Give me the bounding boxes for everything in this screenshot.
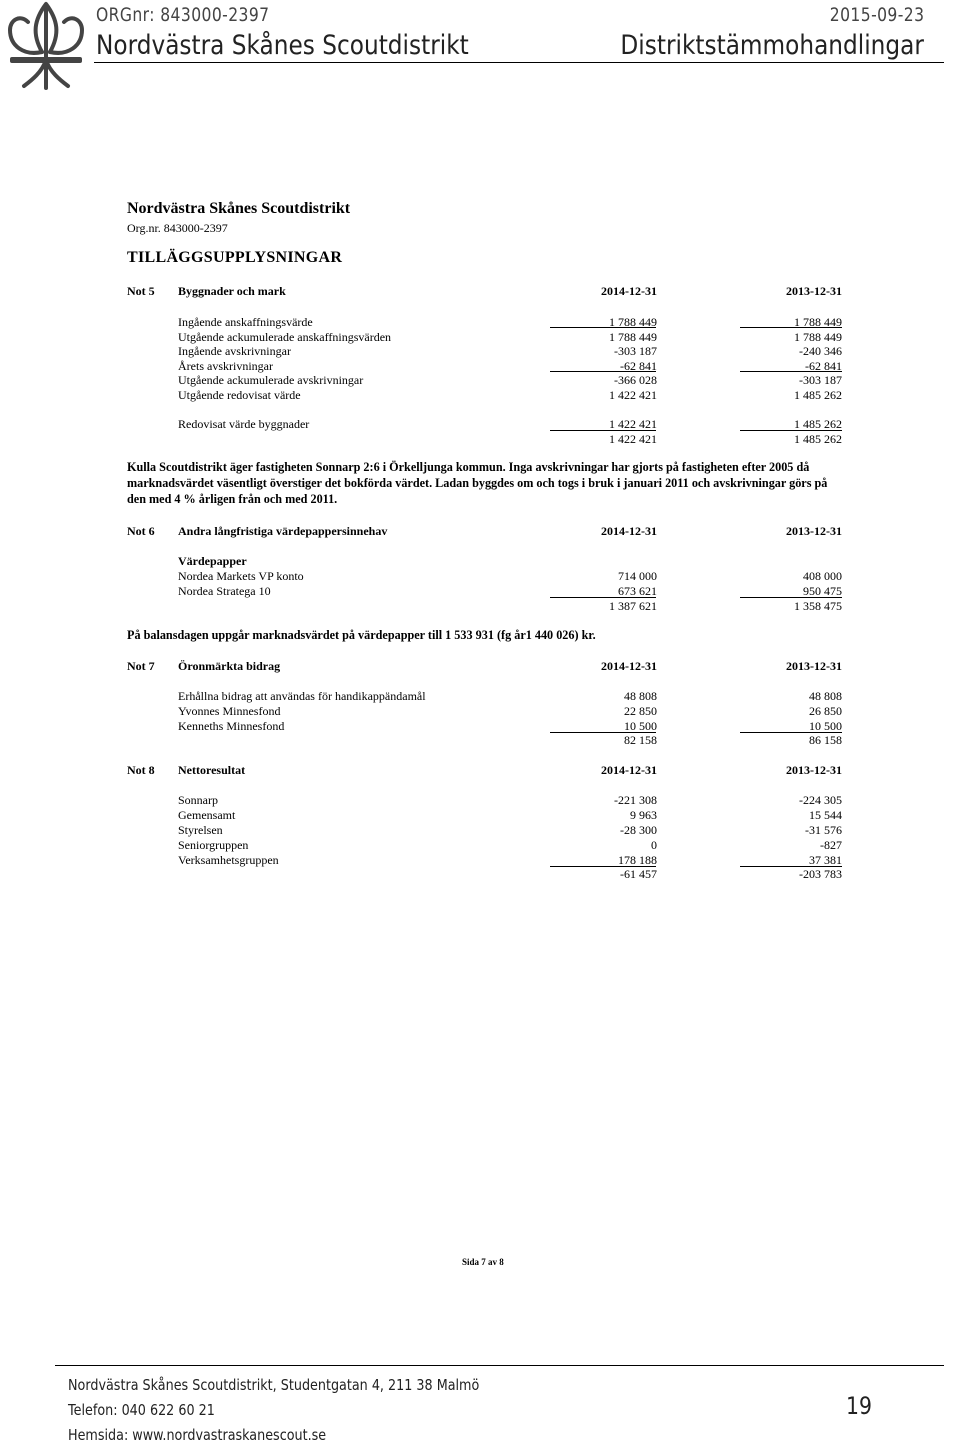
note-title: Byggnader och mark <box>178 284 286 298</box>
row-value-2014: 673 621 <box>618 584 657 598</box>
row-value-2014: 1 788 449 <box>609 315 657 329</box>
note-title: Andra långfristiga värdepappersinnehav <box>178 524 388 538</box>
total-value-2013: -203 783 <box>799 867 842 881</box>
row-value-2013: 15 544 <box>809 808 842 822</box>
row-value-2013: -31 576 <box>805 823 842 837</box>
row-label: Nordea Stratega 10 <box>178 584 271 598</box>
fleur-de-lis-icon <box>2 0 90 92</box>
row-label: Utgående redovisat värde <box>178 388 301 402</box>
row-label: Sonnarp <box>178 793 218 807</box>
row-label: Erhållna bidrag att användas för handikappändamål <box>178 689 426 703</box>
column-header-2013: 2013-12-31 <box>786 524 842 538</box>
row-value-2013: 1 485 262 <box>794 388 842 402</box>
row-value-2014: -62 841 <box>620 359 657 373</box>
row-label: Ingående anskaffningsvärde <box>178 315 313 329</box>
total-value-2013: 1 485 262 <box>794 432 842 446</box>
column-header-2014: 2014-12-31 <box>601 763 657 777</box>
total-value-2013: 1 358 475 <box>794 599 842 613</box>
report-page-number: Sida 7 av 8 <box>462 1257 504 1267</box>
page-number: 19 <box>846 1392 872 1420</box>
column-header-2013: 2013-12-31 <box>786 763 842 777</box>
org-number: ORGnr: 843000-2397 <box>96 4 270 26</box>
row-label: Nordea Markets VP konto <box>178 569 304 583</box>
row-label: Styrelsen <box>178 823 223 837</box>
total-value-2014: 82 158 <box>624 733 657 747</box>
row-value-2013: 26 850 <box>809 704 842 718</box>
footer-website[interactable]: Hemsida: www.nordvastraskanescout.se <box>68 1426 327 1444</box>
row-value-2014: 0 <box>651 838 657 852</box>
row-value-2014: -221 308 <box>614 793 657 807</box>
header-title: Nordvästra Skånes Scoutdistrikt <box>96 30 469 61</box>
row-value-2013: 408 000 <box>803 569 842 583</box>
row-label: Ingående avskrivningar <box>178 344 291 358</box>
row-value-2013: 1 788 449 <box>794 315 842 329</box>
row-value-2013: 950 475 <box>803 584 842 598</box>
report-org-name: Nordvästra Skånes Scoutdistrikt <box>127 200 351 217</box>
footer-phone: Telefon: 040 622 60 21 <box>68 1401 215 1419</box>
column-header-2013: 2013-12-31 <box>786 284 842 298</box>
total-value-2014: -61 457 <box>620 867 657 881</box>
row-label: Yvonnes Minnesfond <box>178 704 281 718</box>
note-paragraph: På balansdagen uppgår marknadsvärdet på värdepapper till 1 533 931 (fg år1 440 026) kr. <box>127 628 596 642</box>
header-divider <box>94 62 944 63</box>
row-value-2013: 1 788 449 <box>794 330 842 344</box>
row-label: Utgående ackumulerade avskrivningar <box>178 373 364 387</box>
header-date: 2015-09-23 <box>829 4 924 26</box>
document-title: Distriktstämmohandlingar <box>620 30 924 61</box>
row-value-2014: 1 422 421 <box>609 417 657 431</box>
row-value-2014: 10 500 <box>624 719 657 733</box>
note-title: Öronmärkta bidrag <box>178 659 281 673</box>
column-header-2014: 2014-12-31 <box>601 284 657 298</box>
note-subheading: Värdepapper <box>178 554 247 568</box>
total-value-2013: 86 158 <box>809 733 842 747</box>
row-label: Gemensamt <box>178 808 236 822</box>
column-header-2014: 2014-12-31 <box>601 524 657 538</box>
row-label: Årets avskrivningar <box>178 359 273 373</box>
row-value-2014: 1 422 421 <box>609 388 657 402</box>
footer-divider <box>55 1365 944 1366</box>
column-header-2014: 2014-12-31 <box>601 659 657 673</box>
row-value-2014: -28 300 <box>620 823 657 837</box>
row-value-2014: 9 963 <box>630 808 657 822</box>
note-number: Not 6 <box>127 524 155 538</box>
row-value-2014: -366 028 <box>614 373 657 387</box>
row-value-2014: 22 850 <box>624 704 657 718</box>
footer-address: Nordvästra Skånes Scoutdistrikt, Studentgatan 4, 211 38 Malmö <box>68 1376 480 1394</box>
row-value-2014: 178 188 <box>618 853 657 867</box>
row-value-2013: 10 500 <box>809 719 842 733</box>
total-value-2014: 1 387 621 <box>609 599 657 613</box>
row-label: Redovisat värde byggnader <box>178 417 310 431</box>
row-value-2013: -62 841 <box>805 359 842 373</box>
row-value-2014: -303 187 <box>614 344 657 358</box>
row-label: Utgående ackumulerade anskaffningsvärden <box>178 330 392 344</box>
total-value-2014: 1 422 421 <box>609 432 657 446</box>
note-number: Not 5 <box>127 284 155 298</box>
note-number: Not 8 <box>127 763 155 777</box>
row-value-2014: 714 000 <box>618 569 657 583</box>
report-heading: TILLÄGGSUPPLYSNINGAR <box>127 249 343 266</box>
row-value-2013: -827 <box>820 838 842 852</box>
row-value-2014: 1 788 449 <box>609 330 657 344</box>
row-value-2013: 48 808 <box>809 689 842 703</box>
row-label: Seniorgruppen <box>178 838 249 852</box>
row-label: Verksamhetsgruppen <box>178 853 279 867</box>
row-label: Kenneths Minnesfond <box>178 719 285 733</box>
note-number: Not 7 <box>127 659 155 673</box>
row-value-2013: -224 305 <box>799 793 842 807</box>
row-value-2013: 37 381 <box>809 853 842 867</box>
row-value-2014: 48 808 <box>624 689 657 703</box>
row-value-2013: -240 346 <box>799 344 842 358</box>
note-paragraph: Kulla Scoutdistrikt äger fastigheten Sonnarp 2:6 i Örkelljunga kommun. Inga avskrivningar har gjorts på fastigheten efter 2005 då marknadsvärdet väsentligt överstiger det bokförda värdet. Ladan byggdes om och togs i bruk i januari 2011 och avskrivningar görs på den med 4 % årligen från och med 2011. <box>127 460 828 506</box>
report-org-nr: Org.nr. 843000-2397 <box>127 221 228 235</box>
row-value-2013: 1 485 262 <box>794 417 842 431</box>
column-header-2013: 2013-12-31 <box>786 659 842 673</box>
row-value-2013: -303 187 <box>799 373 842 387</box>
note-title: Nettoresultat <box>178 763 246 777</box>
